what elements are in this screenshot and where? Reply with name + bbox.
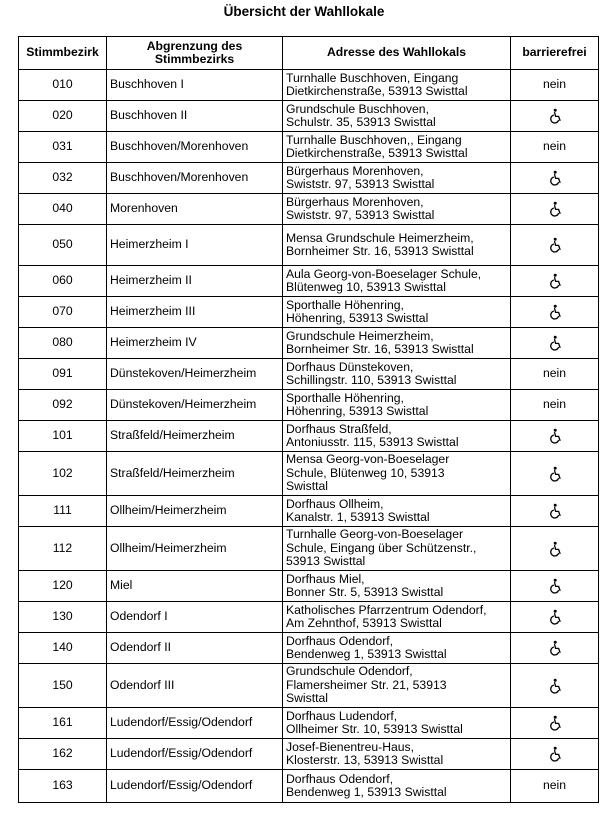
address-line: Katholisches Pfarrzentrum Odendorf,: [286, 602, 487, 617]
address-line: Dorfhaus Odendorf,: [286, 633, 394, 648]
address-line: Swiststr. 97, 53913 Swisttal: [286, 177, 435, 191]
address-line: Swiststr. 97, 53913 Swisttal: [286, 208, 435, 222]
district-boundary: Ollheim/Heimerzheim: [107, 496, 283, 527]
address-line: Ollheimer Str. 10, 53913 Swisttal: [286, 722, 463, 736]
polling-address: [283, 421, 511, 452]
table-row: [19, 225, 599, 266]
district-boundary: Dünstekoven/Heimerzheim: [107, 390, 283, 421]
accessibility-status: [511, 664, 599, 708]
header-accessible: barrierefrei: [511, 37, 599, 70]
accessibility-status: [511, 602, 599, 633]
table-row: [19, 101, 599, 132]
accessibility-status: [511, 163, 599, 194]
address-line: 53913 Swisttal: [286, 554, 366, 569]
wheelchair-icon: [547, 541, 563, 557]
table-row: [19, 633, 599, 664]
table-row: [19, 739, 599, 770]
district-number: 031: [19, 132, 107, 163]
polling-address: [283, 633, 511, 664]
table-row: [19, 70, 599, 101]
district-number: 111: [19, 496, 107, 527]
table-header-row: [19, 37, 599, 70]
table-row: [19, 194, 599, 225]
address-line: Turnhalle Georg-von-Boeselager: [286, 527, 464, 542]
table-body: [19, 70, 599, 803]
table-row: [19, 571, 599, 602]
wheelchair-icon: [547, 428, 563, 444]
polling-address: [283, 770, 511, 803]
table-row: [19, 390, 599, 421]
wheelchair-icon: [547, 640, 563, 656]
polling-address: [283, 452, 511, 496]
district-number: 112: [19, 527, 107, 571]
district-boundary: Dünstekoven/Heimerzheim: [107, 359, 283, 390]
accessibility-status: [511, 328, 599, 359]
district-number: 060: [19, 266, 107, 297]
accessibility-status: nein: [511, 770, 599, 803]
address-line: Höhenring, 53913 Swisttal: [286, 404, 429, 418]
district-boundary: Straßfeld/Heimerzheim: [107, 421, 283, 452]
polling-stations-table: [18, 36, 599, 803]
address-line: Mensa Grundschule Heimerzheim,: [286, 230, 474, 245]
accessibility-status: [511, 633, 599, 664]
address-line: Grundschule Buschhoven,: [286, 101, 429, 116]
district-boundary: Heimerzheim II: [107, 266, 283, 297]
address-line: Blütenweg 10, 53913 Swisttal: [286, 280, 446, 294]
accessibility-status: [511, 101, 599, 132]
district-number: 010: [19, 70, 107, 101]
table-row: [19, 664, 599, 708]
address-line: Bornheimer Str. 16, 53913 Swisttal: [286, 342, 474, 356]
accessibility-status: nein: [511, 132, 599, 163]
address-line: Aula Georg-von-Boeselager Schule,: [286, 266, 482, 281]
table-row: [19, 527, 599, 571]
polling-address: [283, 739, 511, 770]
address-line: Dorfhaus Ludendorf,: [286, 708, 398, 723]
district-boundary: Buschhoven I: [107, 70, 283, 101]
district-boundary: Buschhoven II: [107, 101, 283, 132]
table-row: [19, 421, 599, 452]
address-line: Bendenweg 1, 53913 Swisttal: [286, 647, 447, 661]
table-row: [19, 297, 599, 328]
district-number: 102: [19, 452, 107, 496]
address-line: Dorfhaus Dünstekoven,: [286, 359, 414, 374]
wheelchair-icon: [547, 715, 563, 731]
accessibility-status: [511, 527, 599, 571]
polling-address: [283, 708, 511, 739]
wheelchair-icon: [547, 678, 563, 694]
accessibility-status: [511, 496, 599, 527]
district-boundary: Miel: [107, 571, 283, 602]
header-district: Stimmbezirk: [19, 37, 107, 70]
district-boundary: Odendorf III: [107, 664, 283, 708]
wheelchair-icon: [547, 609, 563, 625]
address-line: Bonner Str. 5, 53913 Swisttal: [286, 585, 444, 599]
wheelchair-icon: [547, 170, 563, 186]
address-line: Swisttal: [286, 691, 328, 706]
address-line: Turnhalle Buschhoven,, Eingang: [286, 132, 462, 147]
address-line: Bornheimer Str. 16, 53913 Swisttal: [286, 244, 474, 258]
address-line: Dorfhaus Miel,: [286, 571, 365, 586]
address-line: Dorfhaus Ollheim,: [286, 496, 384, 511]
table-row: [19, 359, 599, 390]
address-line: Kanalstr. 1, 53913 Swisttal: [286, 510, 430, 524]
wheelchair-icon: [547, 201, 563, 217]
polling-address: [283, 101, 511, 132]
wheelchair-icon: [547, 108, 563, 124]
polling-address: [283, 602, 511, 633]
table-row: [19, 132, 599, 163]
district-number: 040: [19, 194, 107, 225]
address-line: Grundschule Odendorf,: [286, 664, 413, 679]
polling-address: [283, 571, 511, 602]
address-line: Josef-Bienentreu-Haus,: [286, 739, 415, 754]
district-boundary: Heimerzheim III: [107, 297, 283, 328]
polling-address: [283, 297, 511, 328]
address-line: Schule, Blütenweg 10, 53913: [286, 465, 445, 480]
district-number: 080: [19, 328, 107, 359]
polling-address: [283, 390, 511, 421]
district-number: 050: [19, 225, 107, 266]
accessibility-status: nein: [511, 359, 599, 390]
wheelchair-icon: [547, 503, 563, 519]
polling-address: [283, 328, 511, 359]
polling-address: [283, 527, 511, 571]
accessibility-status: nein: [511, 390, 599, 421]
accessibility-status: [511, 266, 599, 297]
address-line: Swisttal: [286, 479, 328, 494]
address-line: Dorfhaus Straßfeld,: [286, 421, 392, 436]
district-number: 162: [19, 739, 107, 770]
accessibility-status: [511, 739, 599, 770]
district-number: 140: [19, 633, 107, 664]
polling-address: [283, 496, 511, 527]
district-boundary: Heimerzheim I: [107, 225, 283, 266]
address-line: Am Zehnthof, 53913 Swisttal: [286, 616, 442, 630]
address-line: Schulstr. 35, 53913 Swisttal: [286, 115, 436, 129]
accessibility-status: [511, 452, 599, 496]
district-number: 163: [19, 770, 107, 803]
district-boundary: Buschhoven/Morenhoven: [107, 163, 283, 194]
district-boundary: Ludendorf/Essig/Odendorf: [107, 770, 283, 803]
polling-address: [283, 359, 511, 390]
wheelchair-icon: [547, 335, 563, 351]
accessibility-status: [511, 297, 599, 328]
polling-address: [283, 225, 511, 266]
address-line: Bendenweg 1, 53913 Swisttal: [286, 785, 447, 799]
district-boundary: Odendorf II: [107, 633, 283, 664]
district-number: 101: [19, 421, 107, 452]
header-address: Adresse des Wahllokals: [283, 37, 511, 70]
address-line: Antoniusstr. 115, 53913 Swisttal: [286, 435, 459, 449]
table-row: [19, 452, 599, 496]
table-row: [19, 770, 599, 803]
district-boundary: Morenhoven: [107, 194, 283, 225]
polling-address: [283, 132, 511, 163]
district-number: 091: [19, 359, 107, 390]
accessibility-status: [511, 708, 599, 739]
wheelchair-icon: [547, 273, 563, 289]
wheelchair-icon: [547, 304, 563, 320]
address-line: Turnhalle Buschhoven, Eingang: [286, 70, 459, 85]
district-boundary: Heimerzheim IV: [107, 328, 283, 359]
district-boundary: Straßfeld/Heimerzheim: [107, 452, 283, 496]
address-line: Sporthalle Höhenring,: [286, 297, 404, 312]
accessibility-status: nein: [511, 70, 599, 101]
polling-address: [283, 194, 511, 225]
polling-address: [283, 163, 511, 194]
address-line: Höhenring, 53913 Swisttal: [286, 311, 429, 325]
table-row: [19, 266, 599, 297]
table-row: [19, 708, 599, 739]
address-line: Schule, Eingang über Schützenstr.,: [286, 540, 477, 555]
address-line: Bürgerhaus Morenhoven,: [286, 194, 424, 209]
district-number: 032: [19, 163, 107, 194]
polling-address: [283, 664, 511, 708]
address-line: Dorfhaus Odendorf,: [286, 771, 394, 786]
header-boundary: Abgrenzung des Stimmbezirks: [107, 37, 283, 70]
accessibility-status: [511, 225, 599, 266]
polling-address: [283, 266, 511, 297]
accessibility-status: [511, 571, 599, 602]
district-number: 070: [19, 297, 107, 328]
district-boundary: Ollheim/Heimerzheim: [107, 527, 283, 571]
address-line: Sporthalle Höhenring,: [286, 390, 404, 405]
district-number: 130: [19, 602, 107, 633]
district-number: 161: [19, 708, 107, 739]
district-boundary: Buschhoven/Morenhoven: [107, 132, 283, 163]
accessibility-status: [511, 421, 599, 452]
address-line: Klosterstr. 13, 53913 Swisttal: [286, 753, 444, 767]
district-number: 020: [19, 101, 107, 132]
district-boundary: Odendorf I: [107, 602, 283, 633]
address-line: Flamersheimer Str. 21, 53913: [286, 677, 447, 692]
address-line: Schillingstr. 110, 53913 Swisttal: [286, 373, 457, 387]
table-row: [19, 328, 599, 359]
address-line: Bürgerhaus Morenhoven,: [286, 163, 424, 178]
page-title: Übersicht der Wahllokale: [223, 4, 385, 19]
district-boundary: Ludendorf/Essig/Odendorf: [107, 739, 283, 770]
address-line: Dietkirchenstraße, 53913 Swisttal: [286, 84, 468, 98]
district-number: 150: [19, 664, 107, 708]
wheelchair-icon: [547, 466, 563, 482]
table-row: [19, 163, 599, 194]
district-boundary: Ludendorf/Essig/Odendorf: [107, 708, 283, 739]
wheelchair-icon: [547, 578, 563, 594]
district-number: 120: [19, 571, 107, 602]
accessibility-status: [511, 194, 599, 225]
address-line: Grundschule Heimerzheim,: [286, 328, 434, 343]
polling-address: [283, 70, 511, 101]
table-row: [19, 602, 599, 633]
address-line: Dietkirchenstraße, 53913 Swisttal: [286, 146, 468, 160]
district-number: 092: [19, 390, 107, 421]
wheelchair-icon: [547, 237, 563, 253]
wheelchair-icon: [547, 746, 563, 762]
table-row: [19, 496, 599, 527]
address-line: Mensa Georg-von-Boeselager: [286, 452, 450, 467]
